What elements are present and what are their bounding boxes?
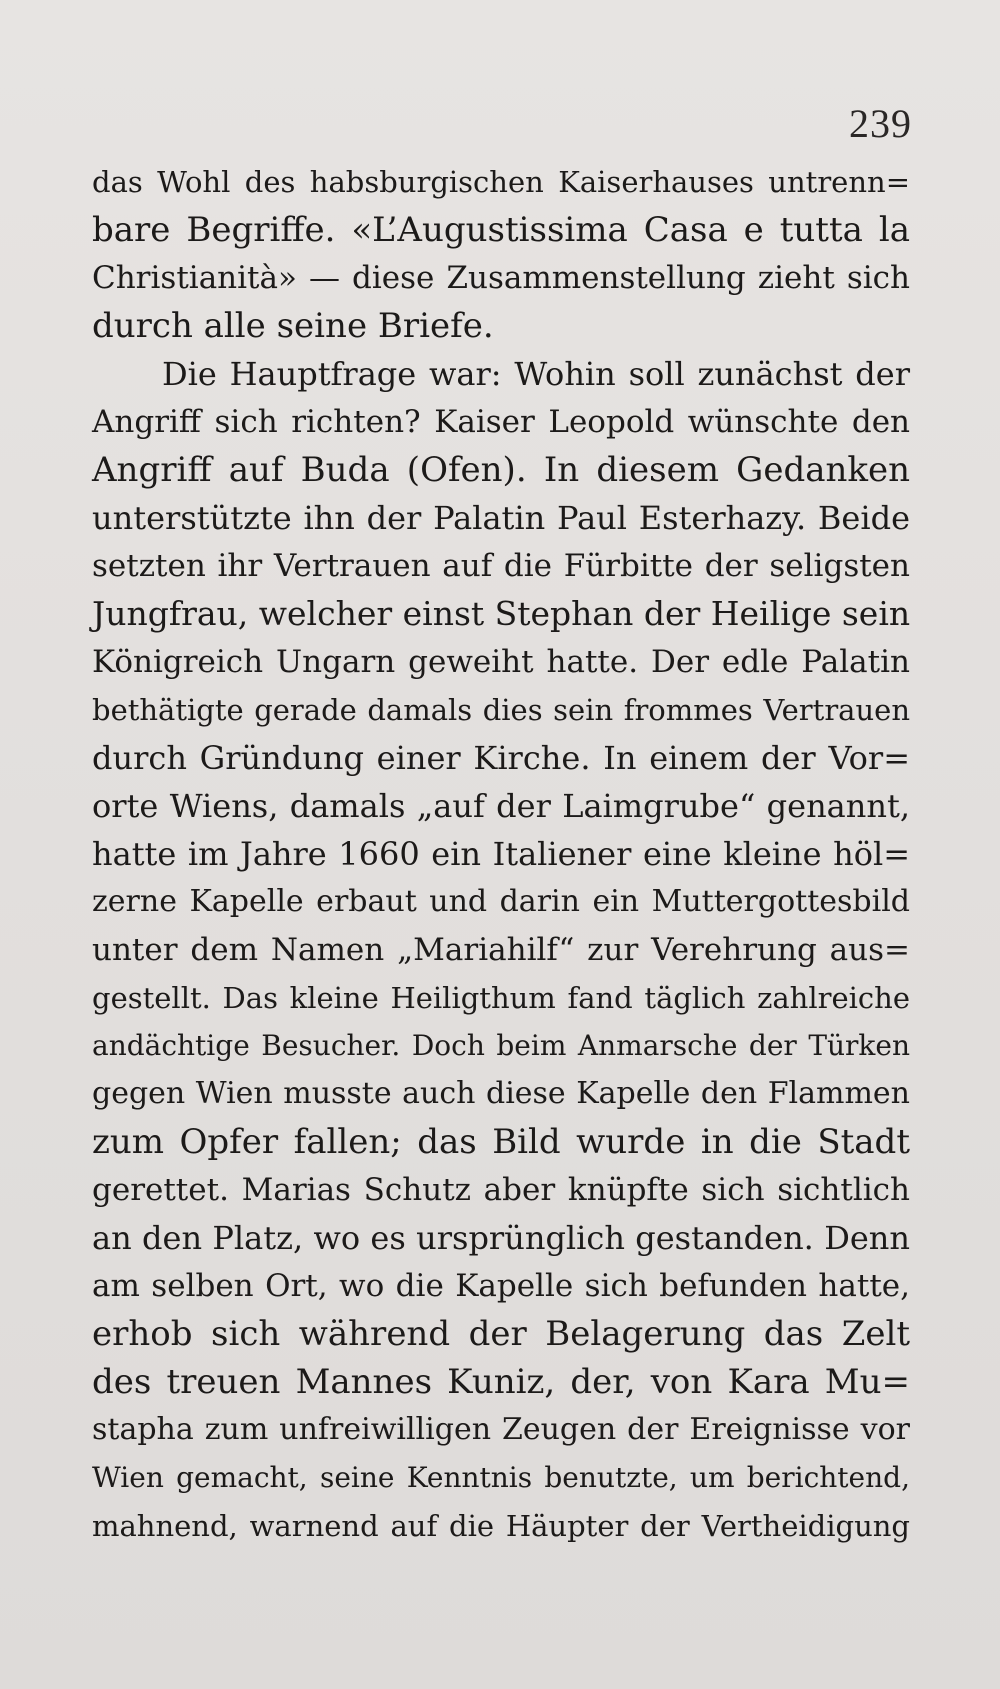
text-line: mahnend, warnend auf die Häupter der Vertheidigung xyxy=(92,1509,910,1543)
text-line: erhob sich während der Belagerung das Zelt xyxy=(92,1314,910,1354)
text-line: setzten ihr Vertrauen auf die Fürbitte der seligsten xyxy=(92,548,910,584)
text-line: stapha zum unfreiwilligen Zeugen der Ereignisse vor xyxy=(92,1412,910,1447)
text-line: unterstützte ihn der Palatin Paul Esterhazy. Beide xyxy=(92,499,910,537)
text-line: zerne Kapelle erbaut und darin ein Muttergottesbild xyxy=(92,884,910,919)
text-line: Die Hauptfrage war: Wohin soll zunächst der xyxy=(162,355,910,393)
text-line: Wien gemacht, seine Kenntnis benutzte, um berichtend, xyxy=(92,1461,910,1494)
text-line: gestellt. Das kleine Heiligthum fand täglich zahlreiche xyxy=(92,981,910,1015)
text-line: des treuen Mannes Kuniz, der, von Kara Mu= xyxy=(92,1362,910,1402)
text-line: Christianità» — diese Zusammenstellung zieht sich xyxy=(92,260,910,296)
text-line: Angriff auf Buda (Ofen). In diesem Gedanken xyxy=(92,450,910,490)
text-line: an den Platz, wo es ursprünglich gestanden. Denn xyxy=(92,1219,910,1257)
text-line: hatte im Jahre 1660 ein Italiener eine kleine höl= xyxy=(92,835,910,873)
text-line: Königreich Ungarn geweiht hatte. Der edle Palatin xyxy=(92,644,910,680)
text-line: durch alle seine Briefe. xyxy=(92,306,494,346)
body-text xyxy=(92,158,910,1550)
text-line: andächtige Besucher. Doch beim Anmarsche der Türken xyxy=(92,1029,910,1062)
text-line: durch Gründung einer Kirche. In einem der Vor= xyxy=(92,739,910,777)
text-line: zum Opfer fallen; das Bild wurde in die Stadt xyxy=(92,1122,910,1162)
text-line: das Wohl des habsburgischen Kaiserhauses untrenn= xyxy=(92,165,910,199)
text-line: orte Wiens, damals „auf der Laimgrube“ genannt, xyxy=(92,787,910,825)
text-line: am selben Ort, wo die Kapelle sich befunden hatte, xyxy=(92,1268,910,1304)
text-line: gerettet. Marias Schutz aber knüpfte sich sichtlich xyxy=(92,1172,910,1208)
text-line: bare Begriffe. «L’Augustissima Casa e tutta la xyxy=(92,210,910,250)
text-line: unter dem Namen „Mariahilf“ zur Verehrung aus= xyxy=(92,932,910,968)
text-line: gegen Wien musste auch diese Kapelle den Flammen xyxy=(92,1076,910,1111)
page-number: 239 xyxy=(849,101,912,146)
text-line: Angriff sich richten? Kaiser Leopold wünschte den xyxy=(92,404,910,440)
text-line: bethätigte gerade damals dies sein frommes Vertrauen xyxy=(92,693,910,727)
text-line: Jungfrau, welcher einst Stephan der Heilige sein xyxy=(92,594,911,633)
